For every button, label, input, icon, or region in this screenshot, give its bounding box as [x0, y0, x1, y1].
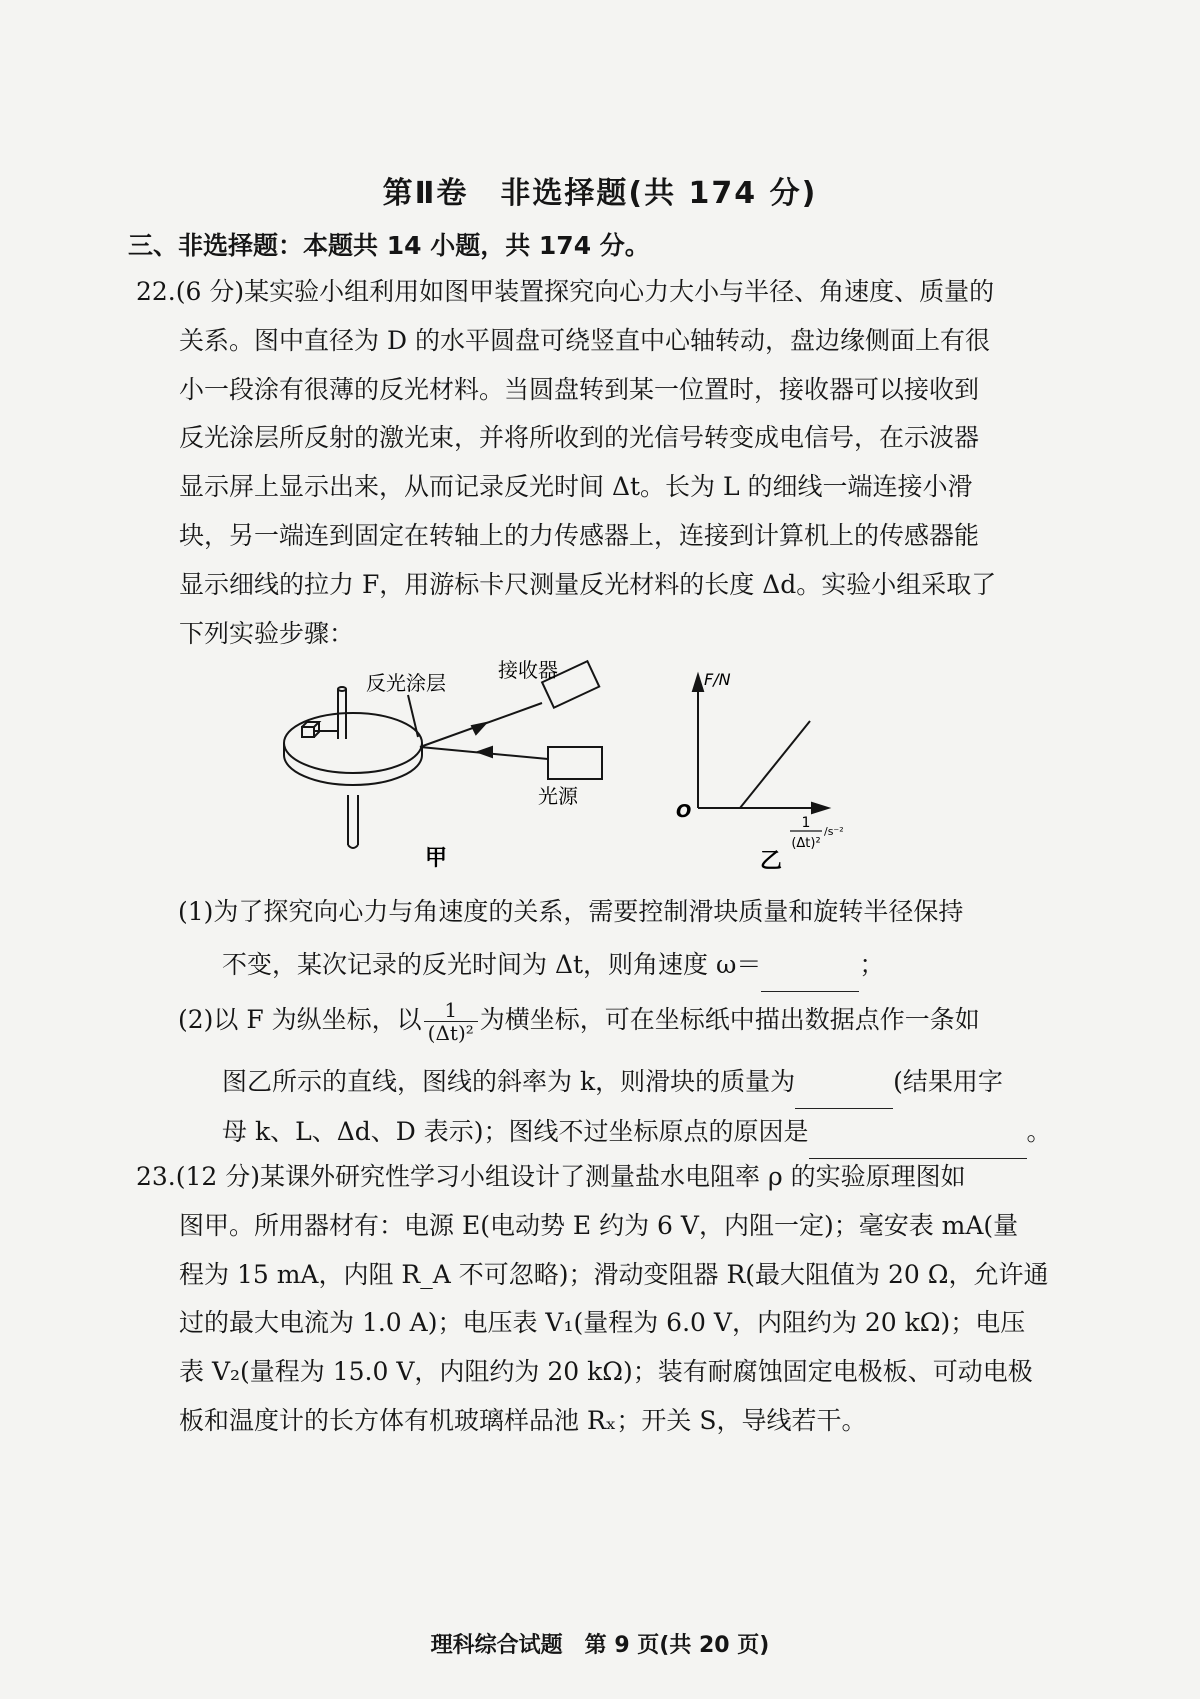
q22-line: 关系。图中直径为 D 的水平圆盘可绕竖直中心轴转动，盘边缘侧面上有很: [179, 325, 990, 355]
q22-line: 反光涂层所反射的激光束，并将所收到的光信号转变成电信号，在示波器: [179, 423, 980, 453]
q23-line: 23.(12 分)某课外研究性学习小组设计了测量盐水电阻率 ρ 的实验原理图如: [136, 1162, 966, 1191]
q22-part2-line3: [222, 1105, 1052, 1159]
question-22-text: [136, 268, 1076, 658]
label-receiver: 接收器: [498, 658, 558, 682]
question-23-text: [136, 1153, 1076, 1446]
q23-line: 过的最大电流为 1.0 A)；电压表 V₁(量程为 6.0 V，内阻约为 20 kΩ)；电压: [179, 1308, 1026, 1338]
part2-post: 为横坐标，可在坐标纸中描出数据点作一条如: [479, 1005, 980, 1034]
light-source: [548, 747, 602, 779]
q22-part1-line1: (1)为了探究向心力与角速度的关系，需要控制滑块质量和旋转半径保持: [178, 897, 964, 926]
answer-blank-omega[interactable]: [761, 938, 859, 992]
q23-line: 程为 15 mA，内阻 R_A 不可忽略)；滑动变阻器 R(最大阻值为 20 Ω，允许通: [179, 1259, 1049, 1289]
figure-jia-apparatus: [280, 655, 680, 895]
x-label-numerator: 1: [801, 815, 811, 831]
q23-line: 表 V₂(量程为 15.0 V，内阻约为 20 kΩ)；装有耐腐蚀固定电极板、可动电极: [179, 1357, 1033, 1387]
caption-yi: 乙: [760, 849, 783, 874]
answer-blank-reason[interactable]: [809, 1105, 1027, 1159]
q22-line: 显示屏上显示出来，从而记录反光时间 Δt。长为 L 的细线一端连接小滑: [179, 472, 973, 502]
part-title: 第Ⅱ卷 非选择题(共 174 分): [382, 176, 818, 211]
x-label-denominator: (Δt)²: [791, 836, 821, 851]
q22-line: 块，另一端连到固定在转轴上的力传感器上，连接到计算机上的传感器能: [179, 520, 980, 550]
fraction: [424, 999, 478, 1044]
rotating-disk: [284, 713, 422, 773]
x-label-unit: /s⁻²: [824, 825, 844, 838]
q22-part1-line2: [222, 938, 884, 992]
data-line: [740, 721, 810, 808]
q22-line: 小一段涂有很薄的反光材料。当圆盘转到某一位置时，接收器可以接收到: [179, 374, 980, 404]
part1-end: ；: [859, 950, 885, 979]
slider-block: [302, 727, 314, 737]
fraction-denominator: (Δt)²: [427, 1021, 474, 1045]
fraction-numerator: 1: [424, 999, 478, 1022]
q22-part2-line1: [178, 993, 980, 1046]
caption-jia: 甲: [425, 846, 448, 871]
label-source: 光源: [538, 784, 578, 808]
part2-line3-pre: 母 k、L、Δd、D 表示)；图线不过坐标原点的原因是: [222, 1117, 809, 1146]
page-footer: 理科综合试题 第 9 页(共 20 页): [430, 1633, 770, 1658]
figure-yi-graph: [660, 665, 890, 875]
q22-part2-line2: [222, 1055, 1003, 1109]
part2-line2-post: (结果用字: [893, 1067, 1003, 1096]
q23-line: 板和温度计的长方体有机玻璃样品池 Rₓ；开关 S，导线若干。: [179, 1405, 867, 1435]
part1-text: 不变，某次记录的反光时间为 Δt，则角速度 ω＝: [222, 950, 762, 979]
q23-line: 图甲。所用器材有：电源 E(电动势 E 约为 6 V，内阻一定)；毫安表 mA(量: [179, 1210, 1019, 1240]
q22-line: 下列实验步骤：: [179, 618, 355, 648]
part2-pre: (2)以 F 为纵坐标，以: [178, 1005, 422, 1034]
part2-line2-pre: 图乙所示的直线，图线的斜率为 k，则滑块的质量为: [222, 1067, 796, 1096]
answer-blank-mass[interactable]: [795, 1055, 893, 1109]
label-coating: 反光涂层: [366, 671, 446, 695]
q22-line: 22.(6 分)某实验小组利用如图甲装置探究向心力大小与半径、角速度、质量的: [136, 277, 995, 306]
section-heading: 三、非选择题：本题共 14 小题，共 174 分。: [128, 231, 650, 260]
y-axis-label: F/N: [704, 670, 731, 689]
q22-line: 显示细线的拉力 F，用游标卡尺测量反光材料的长度 Δd。实验小组采取了: [179, 569, 997, 599]
part2-line3-end: 。: [1026, 1117, 1052, 1146]
origin-label: O: [676, 801, 692, 822]
